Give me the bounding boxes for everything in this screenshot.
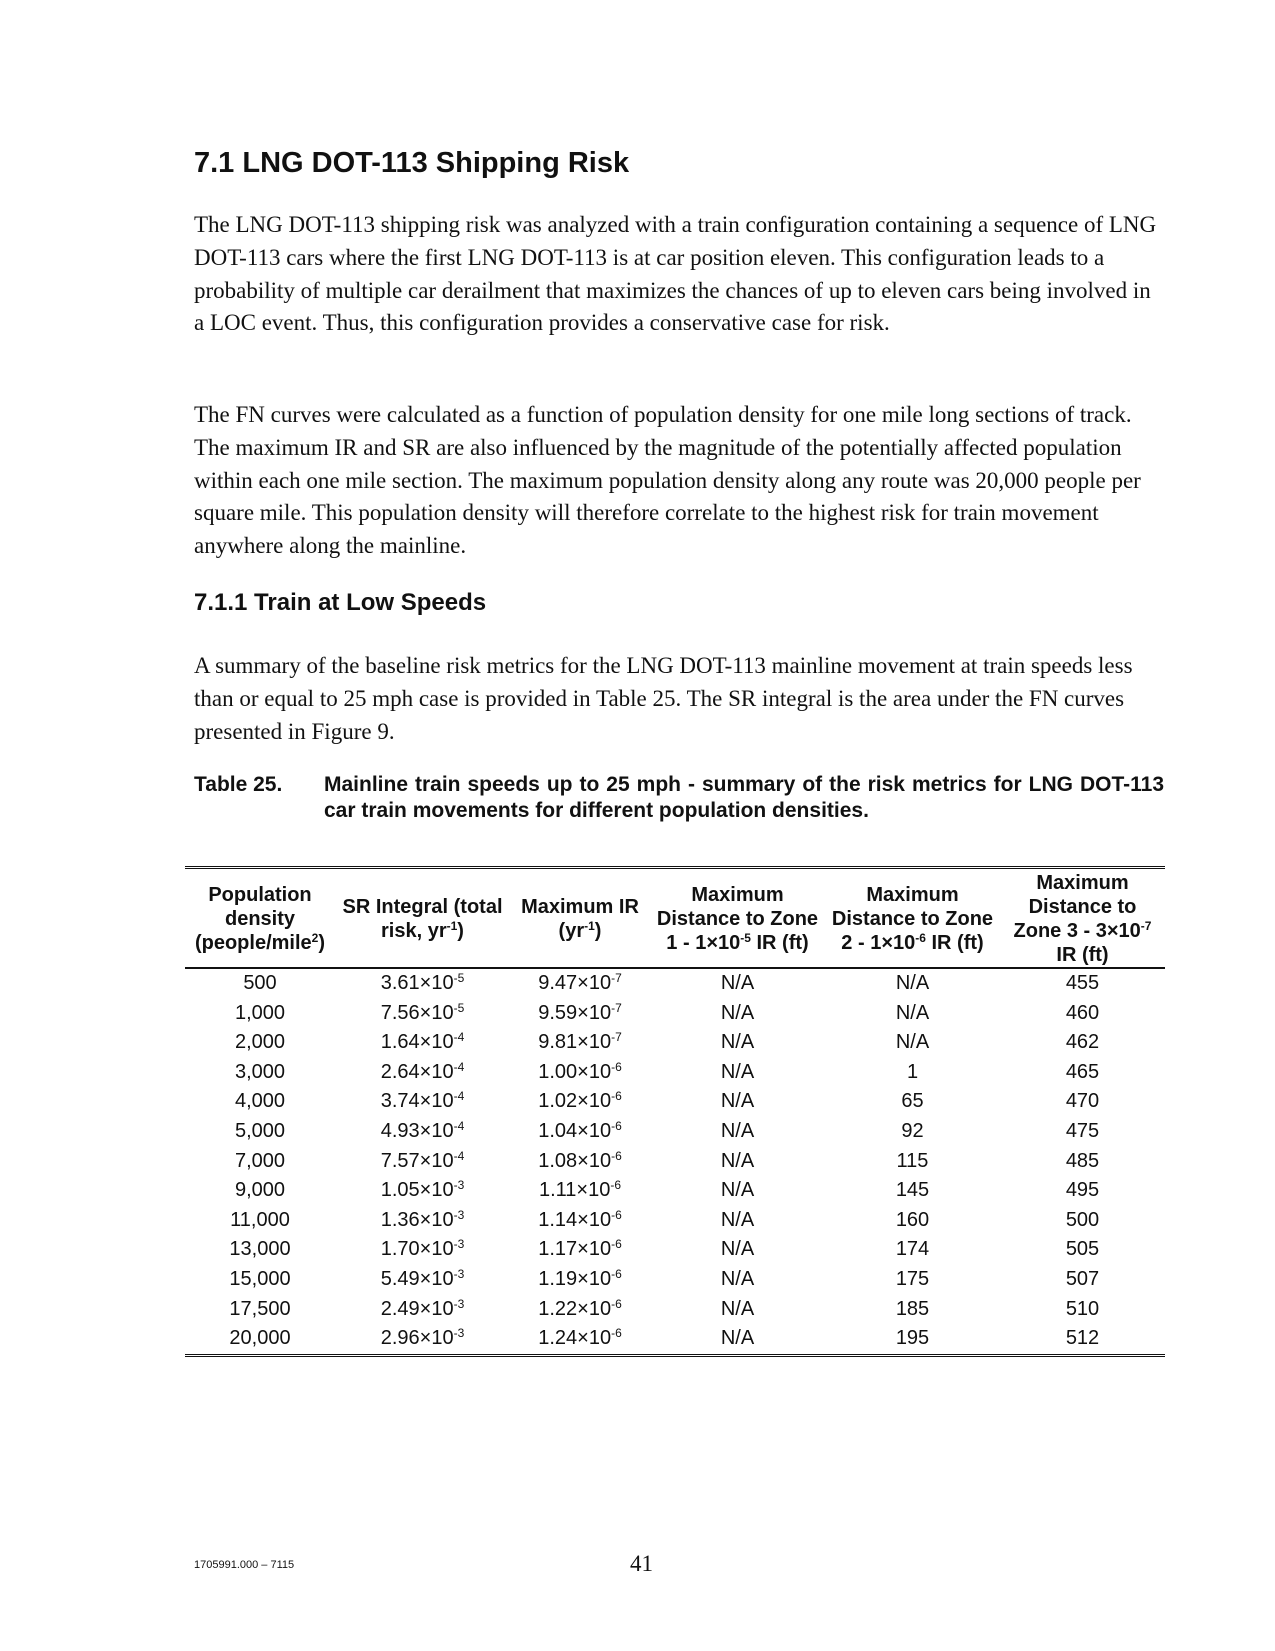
cell-sr-integral: $7.57\times 10^{-4}$: [380, 1148, 465, 1172]
table-row: [185, 1235, 1165, 1265]
cell-zone3-distance: 462: [1065, 1031, 1100, 1054]
cell-max-ir: $1.22\times 10^{-6}$: [538, 1296, 622, 1320]
cell-population-density: 15,000: [229, 1267, 291, 1290]
cell-population-density: 2,000: [234, 1031, 286, 1054]
table-row: [185, 999, 1165, 1029]
cell-sr-integral: $3.74\times 10^{-4}$: [380, 1089, 465, 1113]
cell-sr-integral: $2.96\times 10^{-3}$: [380, 1326, 465, 1350]
section-paragraph-1: The LNG DOT-113 shipping risk was analyzed with a train configuration containing a sequence of LNG DOT-113 cars where the first LNG DOT-113 is at car position eleven. This configuration leads to a probability of multiple car derailment that maximizes the chances of up to eleven cars being involved in a LOC event. Thus, this configuration provides a conservative case for risk.: [194, 212, 1157, 336]
cell-max-ir: $9.81\times 10^{-7}$: [538, 1030, 622, 1054]
cell-zone1-distance: N/A: [720, 1297, 755, 1320]
document-id: 1705991.000 – 7115: [194, 1559, 295, 1571]
cell-sr-integral: $2.64\times 10^{-4}$: [380, 1059, 465, 1083]
cell-max-ir: $9.59\times 10^{-7}$: [538, 1000, 622, 1024]
cell-zone2-distance: 185: [895, 1297, 930, 1320]
col-header-max-ir: Maximum IR $(yr^{-1})$: [521, 896, 639, 942]
cell-zone3-distance: 505: [1065, 1238, 1100, 1261]
table-caption-text: Mainline train speeds up to 25 mph - summary of the risk metrics for LNG DOT-113 car train movements for different population densities.: [324, 773, 1164, 822]
cell-zone2-distance: 174: [895, 1238, 930, 1261]
page-number: 41: [630, 1551, 653, 1576]
cell-zone3-distance: 507: [1065, 1267, 1100, 1290]
table-row: [185, 1206, 1165, 1236]
cell-max-ir: $1.17\times 10^{-6}$: [538, 1237, 622, 1261]
cell-zone1-distance: N/A: [720, 1208, 755, 1231]
risk-metrics-table: [185, 866, 1165, 1357]
cell-zone1-distance: N/A: [720, 1327, 755, 1350]
table-row: [185, 1324, 1165, 1355]
cell-zone1-distance: N/A: [720, 1090, 755, 1113]
table-row: [185, 1147, 1165, 1177]
cell-zone3-distance: 460: [1065, 1001, 1100, 1024]
cell-population-density: 11,000: [230, 1208, 290, 1231]
cell-zone2-distance: N/A: [895, 1001, 930, 1024]
cell-zone1-distance: N/A: [720, 1001, 755, 1024]
col-header-sr-integral: SR Integral (total risk, $yr^{-1}$): [342, 896, 503, 942]
table-row: [185, 1087, 1165, 1117]
section-heading: 7.1 LNG DOT-113 Shipping Risk: [194, 147, 630, 179]
cell-zone1-distance: N/A: [720, 1031, 755, 1054]
cell-max-ir: $1.02\times 10^{-6}$: [538, 1089, 622, 1113]
cell-population-density: 7,000: [234, 1149, 286, 1172]
subsection-heading: 7.1.1 Train at Low Speeds: [194, 589, 487, 616]
cell-zone2-distance: 115: [896, 1149, 929, 1172]
cell-zone1-distance: N/A: [720, 1119, 755, 1142]
cell-zone2-distance: N/A: [895, 1031, 930, 1054]
col-header-zone2-distance: Maximum Distance to Zone $2 - 1\times 10^{-6}$ IR (ft): [831, 884, 994, 954]
cell-zone2-distance: 65: [901, 1090, 924, 1113]
cell-population-density: 500: [243, 972, 277, 994]
cell-zone2-distance: 195: [895, 1327, 930, 1350]
cell-zone3-distance: 475: [1065, 1119, 1100, 1142]
subsection-paragraph: A summary of the baseline risk metrics for the LNG DOT-113 mainline movement at train speeds less than or equal to 25 mph case is provided in Table 25. The SR integral is the area under the FN curves presented in Figure 9.: [194, 653, 1133, 744]
table-caption-label: Table 25.: [194, 773, 283, 796]
cell-population-density: 13,000: [229, 1238, 291, 1261]
cell-population-density: 5,000: [234, 1119, 286, 1142]
cell-zone2-distance: 160: [895, 1208, 930, 1231]
cell-sr-integral: $4.93\times 10^{-4}$: [380, 1118, 465, 1142]
cell-population-density: 9,000: [234, 1179, 286, 1202]
cell-max-ir: $1.24\times 10^{-6}$: [538, 1326, 622, 1350]
cell-max-ir: $1.11\times 10^{-6}$: [538, 1178, 622, 1202]
cell-sr-integral: $1.70\times 10^{-3}$: [380, 1237, 465, 1261]
cell-zone3-distance: 512: [1065, 1327, 1100, 1350]
cell-zone1-distance: N/A: [720, 1060, 755, 1083]
cell-population-density: 20,000: [229, 1327, 291, 1350]
cell-zone1-distance: N/A: [720, 1238, 755, 1261]
cell-zone2-distance: 145: [895, 1179, 930, 1202]
table-row: [185, 1265, 1165, 1295]
cell-zone3-distance: 465: [1065, 1060, 1100, 1083]
cell-sr-integral: $3.61\times 10^{-5}$: [380, 971, 465, 994]
cell-sr-integral: $1.64\times 10^{-4}$: [380, 1030, 465, 1054]
cell-population-density: 3,000: [234, 1060, 286, 1083]
cell-population-density: 4,000: [234, 1090, 286, 1113]
cell-population-density: 1,000: [234, 1001, 286, 1024]
cell-max-ir: $1.00\times 10^{-6}$: [538, 1059, 622, 1083]
cell-sr-integral: $2.49\times 10^{-3}$: [380, 1296, 465, 1320]
cell-zone3-distance: 470: [1065, 1090, 1100, 1113]
cell-max-ir: $1.14\times 10^{-6}$: [538, 1207, 622, 1231]
col-header-zone1-distance: Maximum Distance to Zone $1 - 1\times 10^{-5}$ IR (ft): [656, 884, 819, 954]
table-row: [185, 1058, 1165, 1088]
table-row: [185, 968, 1165, 999]
table-row: [185, 1295, 1165, 1325]
cell-population-density: 17,500: [229, 1297, 291, 1320]
cell-zone1-distance: N/A: [720, 972, 755, 994]
cell-zone3-distance: 510: [1065, 1297, 1100, 1320]
table-body: [185, 968, 1165, 1355]
cell-max-ir: $1.04\times 10^{-6}$: [538, 1118, 622, 1142]
cell-sr-integral: $1.05\times 10^{-3}$: [380, 1178, 465, 1202]
cell-zone2-distance: 92: [901, 1119, 924, 1142]
table-row: [185, 1028, 1165, 1058]
cell-zone3-distance: 455: [1065, 972, 1100, 994]
section-paragraph-2: The FN curves were calculated as a function of population density for one mile long sections of track. The maximum IR and SR are also influenced by the magnitude of the potentially affected population within each one mile section. The maximum population density along any route was 20,000 people per square mile. This population density will therefore correlate to the highest risk for train movement anywhere along the mainline.: [194, 402, 1141, 559]
table-row: [185, 1117, 1165, 1147]
cell-zone2-distance: N/A: [895, 972, 930, 994]
cell-max-ir: $1.08\times 10^{-6}$: [538, 1148, 622, 1172]
cell-sr-integral: $7.56\times 10^{-5}$: [380, 1000, 465, 1024]
cell-zone1-distance: N/A: [720, 1149, 755, 1172]
table-header-row: [185, 868, 1165, 969]
cell-zone3-distance: 500: [1065, 1208, 1100, 1231]
cell-sr-integral: $5.49\times 10^{-3}$: [380, 1266, 465, 1290]
cell-zone1-distance: N/A: [720, 1267, 755, 1290]
cell-zone2-distance: 175: [895, 1267, 930, 1290]
col-header-zone3-distance: Maximum Distance to Zone $3 - 3\times 10^{-7}$ IR (ft): [1013, 872, 1152, 966]
cell-zone1-distance: N/A: [720, 1179, 755, 1202]
cell-zone3-distance: 485: [1065, 1149, 1100, 1172]
cell-max-ir: $1.19\times 10^{-6}$: [538, 1266, 622, 1290]
cell-zone3-distance: 495: [1065, 1179, 1100, 1202]
cell-zone2-distance: 1: [906, 1060, 919, 1083]
cell-max-ir: $9.47\times 10^{-7}$: [538, 971, 622, 994]
table-row: [185, 1176, 1165, 1206]
cell-sr-integral: $1.36\times 10^{-3}$: [380, 1207, 465, 1231]
col-header-population-density: Population density (people/mile$^2$): [194, 884, 326, 954]
